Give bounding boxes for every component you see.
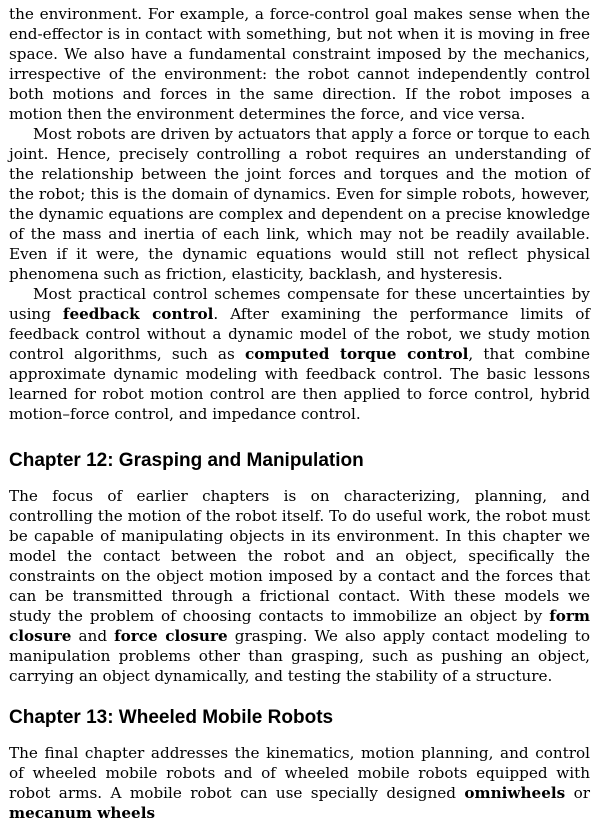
term-form-closure: form closure	[9, 607, 590, 645]
text-run: The focus of earlier chapters is on characterizing, planning, and controlling the motion of the robot itself. To do useful work, the robot must be capable of manipulating objects in its environment. In this chapter we model the contact between the robot and an object, specifically the constraints on the object motion imposed by a contact and the forces that can be transmitted through a frictional contact. With these models we study the problem of choosing contacts to immobilize an object by	[9, 487, 590, 625]
term-feedback-control: feedback control	[62, 305, 214, 323]
term-force-closure: force closure	[114, 627, 228, 645]
chapter-12-heading: Chapter 12: Grasping and Manipulation	[9, 450, 364, 471]
text-run: . After examining the performance limits of feedback control without a dynamic model of the robot, we study motion control algorithms, such as	[9, 305, 590, 363]
chapter-12-body	[9, 486, 590, 686]
text-run: and	[71, 627, 115, 645]
term-mecanum-wheels: mecanum wheels	[9, 804, 156, 822]
paragraph-dynamics: Most robots are driven by actuators that apply a force or torque to each joint. Hence, precisely controlling a robot requires an understanding of the relationship between the joint forces and torques and the motion of the robot; this is the domain of dynamics. Even for simple robots, however, the dynamic equations are complex and dependent on a precise knowledge of the mass and inertia of each link, which may not be readily available. Even if it were, the dynamic equations would still not reflect physical phenomena such as friction, elasticity, backlash, and hysteresis.	[9, 125, 590, 283]
chapter-13-heading: Chapter 13: Wheeled Mobile Robots	[9, 707, 334, 728]
text-run: grasping. We also apply contact modeling to manipulation problems other than grasping, such as pushing an object, carrying an object dynamically, and testing the stability of a structure.	[9, 627, 590, 685]
chapter-13-body	[9, 743, 590, 823]
text-run: Most practical control schemes compensate for these uncertainties by using	[9, 285, 590, 323]
paragraph-environment-constraint: the environment. For example, a force-control goal makes sense when the end-effector is in contact with something, but not when it is moving in free space. We also have a fundamental constraint imposed by the mechanics, irrespective of the environment: the robot cannot independently control both motions and forces in the same direction. If the robot imposes a motion then the environment determines the force, and vice versa.	[9, 5, 590, 123]
text-run: or	[565, 784, 591, 802]
term-omniwheels: omniwheels	[464, 784, 566, 802]
text-run: The final chapter addresses the kinematics, motion planning, and control of wheeled mobile robots and of wheeled mobile robots equipped with robot arms. A mobile robot can use specially designed	[9, 744, 590, 802]
paragraph-feedback-control	[9, 284, 590, 424]
text-run: , that combine approximate dynamic modeling with feedback control. The basic lessons learned for robot motion control are then applied to force control, hybrid motion–force control, and impedance control.	[9, 345, 590, 423]
term-computed-torque-control: computed torque control	[244, 345, 469, 363]
